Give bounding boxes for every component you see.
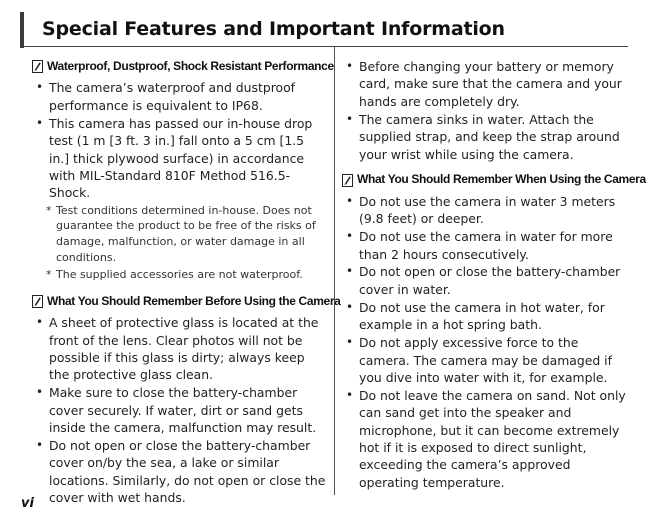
pencil-note-icon — [342, 174, 353, 187]
list-item — [342, 111, 632, 163]
list-item — [32, 384, 328, 436]
list-item — [342, 228, 632, 263]
list-item-text: Do not use the camera in water 3 meters (9.8 feet) or deeper. — [359, 193, 616, 227]
list-item-text: Do not use the camera in hot water, for example in a hot spring bath. — [359, 299, 605, 333]
list-item-text: The camera sinks in water. Attach the supplied strap, and keep the strap around your wrist while using the camera. — [359, 111, 620, 162]
list-item-text: This camera has passed our in-house drop test (1 m [3 ft. 3 in.] fall onto a 5 cm [1.5 in.] thick plywood surface) in accordance with MIL-Standard 810F Method 516.5-Shock. — [49, 115, 313, 201]
section-heading-before-using — [32, 293, 341, 310]
bullet-mark: • — [36, 80, 44, 95]
list-item-text: Make sure to close the battery-chamber cover securely. If water, dirt or sand gets inside the camera, malfunction may result. — [49, 385, 317, 436]
list-item-text: Do not apply excessive force to the camera. The camera may be damaged if you dive into water with it, for example. — [359, 335, 612, 385]
bullet-mark: • — [346, 387, 354, 402]
list-item — [32, 115, 328, 202]
bullet-mark: • — [346, 193, 354, 208]
bullet-mark: • — [36, 115, 44, 130]
bullet-mark: • — [346, 111, 354, 126]
bullet-mark: • — [36, 437, 44, 452]
list-item-text: Before changing your battery or memory card, make sure that the camera and your hands are completely dry. — [359, 59, 622, 109]
bullet-list — [342, 193, 632, 491]
pencil-note-icon — [32, 60, 43, 73]
bullet-list — [32, 314, 328, 506]
section-spacer — [32, 285, 328, 293]
list-item — [342, 387, 632, 491]
list-item-text: Do not leave the camera on sand. Not only can sand get into the speaker and microphone, but it can become extremely hot if it is exposed to direct sunlight, exceeding the camera’s approved operating temperature. — [359, 387, 626, 490]
section-heading-text: What You Should Remember Before Using the Camera — [47, 293, 341, 308]
bullet-mark: • — [346, 335, 354, 350]
list-item-text: Do not use the camera in water for more than 2 hours consecutively. — [359, 229, 613, 262]
list-item — [32, 79, 328, 114]
list-item — [342, 334, 632, 386]
list-item — [342, 193, 632, 228]
footnote — [32, 203, 328, 265]
list-item-text: The camera’s waterproof and dustproof performance is equivalent to IP68. — [49, 80, 296, 113]
right-column — [342, 58, 646, 492]
section-heading-when-using — [342, 171, 646, 188]
bullet-mark: • — [36, 315, 44, 330]
list-item — [342, 58, 632, 110]
pencil-note-icon — [32, 295, 43, 308]
page-number: vi — [21, 496, 34, 511]
bullet-mark: • — [346, 229, 354, 244]
footnote — [32, 267, 328, 283]
bullet-list — [32, 79, 328, 201]
footnote-text: Test conditions determined in-house. Does not guarantee the product to be free of the risks of damage, malfunction, or water damage in all conditions. — [56, 203, 316, 264]
list-item — [342, 299, 632, 334]
footnote-mark: * — [46, 268, 52, 282]
bullet-mark: • — [346, 59, 354, 73]
list-item-text: A sheet of protective glass is located at the front of the lens. Clear photos will not be possible if this glass is dirty; always keep the protective glass clean. — [49, 315, 319, 383]
bullet-mark: • — [36, 385, 44, 400]
list-item — [32, 314, 328, 384]
title-rule — [20, 46, 628, 47]
bullet-mark: • — [346, 264, 354, 279]
list-item — [342, 263, 632, 298]
page-title: Special Features and Important Information — [42, 18, 505, 40]
list-item-text: Do not open or close the battery-chamber cover on/by the sea, a lake or similar locations. Similarly, do not open or close the cover with wet hands. — [49, 437, 326, 506]
left-column — [32, 58, 341, 507]
list-item-text: Do not open or close the battery-chamber cover in water. — [359, 264, 621, 297]
footnote-text: The supplied accessories are not waterproof. — [56, 268, 303, 282]
section-heading-waterproof — [32, 58, 334, 75]
footnote-mark: * — [46, 203, 52, 217]
list-item — [32, 437, 328, 507]
bullet-list — [342, 58, 632, 163]
bullet-mark: • — [346, 299, 354, 314]
section-heading-text: What You Should Remember When Using the Camera — [357, 172, 646, 187]
title-accent-bar — [20, 12, 24, 48]
section-heading-text: Waterproof, Dustproof, Shock Resistant Performance — [47, 59, 334, 73]
section-spacer — [342, 163, 632, 171]
column-divider — [334, 47, 335, 495]
